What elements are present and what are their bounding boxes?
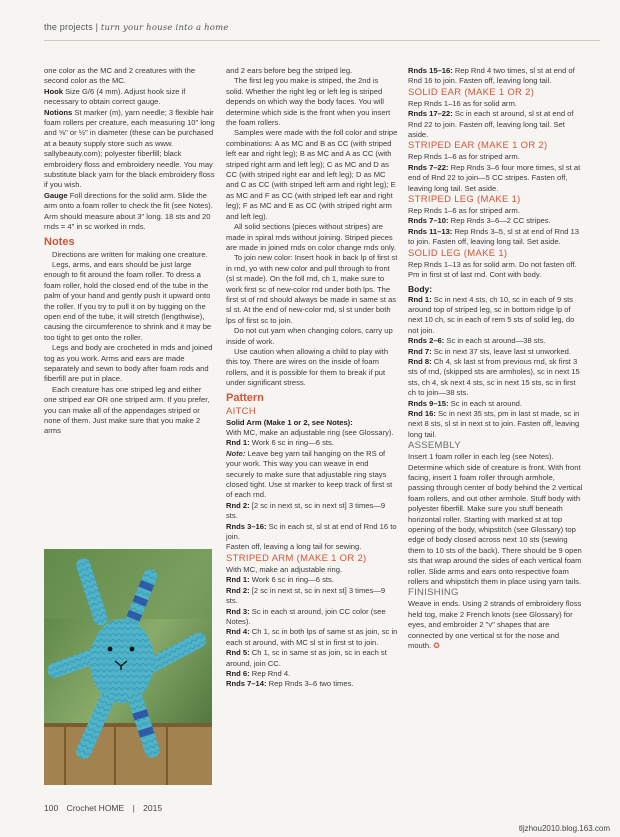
round-text: Sc in next 4 sts, ch 10, sc in each of 9 sts around top of striped leg, sc in bottom ridge lp of next 10 ch, sc in each of rem 5 sts of solid leg, do not join. bbox=[408, 294, 575, 335]
page-number: 100 bbox=[44, 803, 59, 813]
round-text: Sc in each st around, sl st at end of Rnd 22 to join. Fasten off, leaving long tail. Set aside. bbox=[408, 109, 574, 140]
round-label: Rnd 1: bbox=[226, 438, 250, 448]
round-text: Rep Rnds 3–6—2 CC stripes. bbox=[450, 216, 551, 226]
notes-paragraph: Samples were made with the foll color and stripe combinations: A as MC and B as CC (with striped left ear and right leg); B as MC and A as CC (with striped right arm and left leg); C as MC and D as CC (with striped right ear and left leg); D as MC and C as CC (with striped left arm and right leg); E as MC and F as CC (with striped left ear and right leg); F as MC and E as CC (with striped right arm and left leg). bbox=[226, 128, 398, 221]
round-text: [2 sc in next st, sc in next st] 3 times—9 sts. bbox=[226, 500, 386, 521]
notes-paragraph: Legs, arms, and ears should be just large enough to fit around the foam roller. To dress a foam roller, hold the closed end of the tube in the palm of your hand and gently push it upward onto the roller. If you try to pull it on by tugging on the open end of the tube, it will stretch (lengthwise), causing the circumference to shrink and it may be too tight to get onto the roller. bbox=[44, 259, 212, 342]
round-label: Rnds 3–16: bbox=[226, 521, 267, 531]
gauge-label: Gauge bbox=[44, 190, 68, 200]
round-text: Rep Rnd 4. bbox=[251, 668, 291, 678]
round-label: Rnds 11–13: bbox=[408, 226, 453, 236]
notes-paragraph: Use caution when allowing a child to play with this toy. There are wires on the inside of foam rollers, and it is possible for them to break if put under significant stress. bbox=[226, 346, 389, 388]
striped-arm-intro: With MC, make an adjustable ring. bbox=[226, 564, 343, 574]
striped-leg-heading: STRIPED LEG (MAKE 1) bbox=[408, 194, 521, 206]
striped-ear-heading: STRIPED EAR (MAKE 1 OR 2) bbox=[408, 140, 548, 152]
note-text: Leave beg yarn tail hanging on the RS of your work. This way you can weave in end securely to make sure that adjustable ring stays closed tight. Use st marker to keep track of first st of each rnd. bbox=[226, 448, 393, 500]
hook-text: Size G/6 (4 mm). Adjust hook size if necessary to obtain correct gauge. bbox=[44, 86, 186, 107]
round-text: Sc in next 37 sts, leave last st unworked. bbox=[433, 346, 571, 356]
round-text: Sc in each st, sl st at end of Rnd 16 to join. bbox=[226, 521, 397, 542]
round-text: Rep Rnds 1–16 as for solid arm. bbox=[408, 98, 517, 108]
hook-label: Hook bbox=[44, 86, 63, 96]
continued-text: and 2 ears before beg the striped leg. bbox=[226, 66, 353, 75]
round-text: Sc in each st around. bbox=[450, 398, 522, 408]
round-text: Rep Rnds 1–6 as for striped arm. bbox=[408, 206, 520, 216]
column-1 bbox=[44, 66, 216, 437]
solid-leg-heading: SOLID LEG (MAKE 1) bbox=[408, 247, 508, 259]
round-label: Rnd 5: bbox=[226, 648, 250, 658]
assembly-heading: ASSEMBLY bbox=[408, 440, 461, 452]
note-label: Note: bbox=[226, 448, 246, 458]
aitch-heading: AITCH bbox=[226, 405, 256, 417]
round-label: Rnds 9–15: bbox=[408, 398, 449, 408]
round-text: [2 sc in next st, sc in next st] 3 times—9 sts. bbox=[226, 585, 386, 606]
header-separator: | bbox=[95, 22, 99, 32]
crochet-creature-illustration bbox=[44, 549, 212, 785]
round-label: Rnd 4: bbox=[226, 627, 250, 637]
solid-ear-heading: SOLID EAR (MAKE 1 OR 2) bbox=[408, 86, 535, 98]
notions-text: St marker (m), yarn needle; 3 flexible hair foam rollers per creature, each measuring 10" long and ⅝" or ½" in diameter (these can be purchased at a beauty supply store such as www. sallybeauty.com); polyester fiberfill; black embroidery floss and embroidery needle. You may substitute black yarn for the black embroidery floss if you wish. bbox=[44, 107, 215, 190]
round-text: Rep Rnds 3–6 two times. bbox=[268, 679, 354, 689]
round-label: Rnds 7–14: bbox=[226, 679, 267, 689]
striped-arm-heading: STRIPED ARM (MAKE 1 OR 2) bbox=[226, 552, 367, 564]
notes-paragraph: The first leg you make is striped, the 2nd is solid. Whether the right leg or left leg is striped depends on which way the body faces. You will determine which side is the front when you insert the foam rollers. bbox=[226, 76, 391, 128]
intro-text: one color as the MC and 2 creatures with the second color as the MC. bbox=[44, 66, 196, 86]
solid-arm-title: Solid Arm (Make 1 or 2, see Notes): bbox=[226, 417, 353, 427]
round-label: Rnds 7–22: bbox=[408, 162, 449, 172]
round-label: Rnd 2: bbox=[226, 500, 250, 510]
round-text: Rep Rnds 3–6 four more times, sl st at end of Rnd 22 to join—5 CC stripes. Fasten off, leaving long tail. Set aside. bbox=[408, 162, 581, 193]
round-label: Rnds 15–16: bbox=[408, 66, 453, 75]
round-label: Rnd 1: bbox=[408, 294, 432, 304]
end-mark-icon: ✪ bbox=[433, 641, 440, 651]
notes-paragraph: Legs and body are crocheted in rnds and joined tog as you work. Arms and ears are made separately and sewn to body after foam rods and fiberfill are put in place. bbox=[44, 343, 213, 384]
round-text: Work 6 sc in ring—6 sts. bbox=[251, 438, 334, 448]
round-label: Rnds 7–10: bbox=[408, 216, 449, 226]
header-tagline: turn your house into a home bbox=[100, 23, 229, 33]
round-text: Sc in each st around—38 sts. bbox=[446, 336, 546, 346]
assembly-text: Insert 1 foam roller in each leg (see Notes). Determine which side of creature is front. With front facing, insert 1 foam roller through armhole, passing through center of body behind the 2 vertical foam rollers, and out other armhole. Stuff body with polyester fiberfill. Make sure you stuff beneath horizontal roller. Starting with marked st at top opening of the body, whipstitch (see Glossary) top edge of body closed across next 10 sts (sewing them to 10 sts of the back). There should be 9 open sts that wrap around the sides of each vertical foam roller. Slide arms and ears onto respective foam rollers and whipstitch them in place using yarn tails. bbox=[408, 452, 583, 587]
round-text: Rep Rnds 1–6 as for striped arm. bbox=[408, 152, 520, 162]
notions-label: Notions bbox=[44, 107, 73, 117]
round-label: Rnd 3: bbox=[226, 606, 250, 616]
round-label: Rnd 2: bbox=[226, 585, 250, 595]
notes-paragraph: Each creature has one striped leg and either one striped ear OR one striped arm. If you prefer, you can make all of the appendages striped or none of them. Just make sure that you make 2 arms bbox=[44, 384, 210, 436]
round-label: Rnds 2–6: bbox=[408, 336, 445, 346]
solid-arm-intro: With MC, make an adjustable ring (see Glossary). bbox=[226, 428, 394, 437]
notes-paragraph: All solid sections (pieces without stripes) are made in spiral rnds without joining. Striped pieces are made in joined rnds on color change rnds only. bbox=[226, 222, 396, 252]
creature-eye bbox=[108, 647, 113, 652]
notes-paragraph: Directions are written for making one creature. bbox=[52, 249, 208, 259]
round-label: Rnd 6: bbox=[226, 668, 250, 678]
round-label: Rnd 8: bbox=[408, 356, 432, 366]
round-text: Ch 1, sc in both lps of same st as join, sc in each st around, with MC sl st in first st to join. bbox=[226, 627, 398, 647]
round-text: Rep Rnds 1–13 as for solid arm. Do not fasten off. Pm in first st of last rnd. Cont with body. bbox=[408, 259, 577, 280]
notes-heading: Notes bbox=[44, 235, 75, 248]
creature-eye bbox=[130, 647, 135, 652]
round-label: Rnd 1: bbox=[226, 575, 250, 585]
watermark: tljzhou2010.blog.163.com bbox=[518, 824, 610, 833]
column-2 bbox=[226, 66, 398, 690]
fasten-off-text: Fasten off, leaving a long tail for sewing. bbox=[226, 542, 362, 552]
magazine-name: Crochet HOME bbox=[66, 803, 125, 813]
body-heading: Body: bbox=[408, 283, 433, 294]
round-label: Rnd 7: bbox=[408, 346, 432, 356]
pattern-heading: Pattern bbox=[226, 391, 264, 404]
footer-separator: | bbox=[132, 803, 135, 813]
round-text: Work 6 sc in ring—6 sts. bbox=[251, 575, 334, 585]
issue-year: 2015 bbox=[143, 803, 163, 813]
header-divider bbox=[44, 40, 600, 41]
creature-photo bbox=[44, 549, 212, 785]
finishing-text: Weave in ends. Using 2 strands of embroidery floss held tog, make 2 French knots (see Glossary) for eyes, and embroider 2 "v" shapes that are connected by one vertical st for the nose and mouth. bbox=[408, 599, 582, 651]
column-3 bbox=[408, 66, 583, 652]
notes-paragraph: To join new color: Insert hook in back lp of first st in rnd, yo with new color and pull through to front (sl st made). On the foll rnd, ch 1, make sure to work first sc of new-color rnd under both lps. The first st of rnd should always be made in same st as sl st. At the end of new-color rnd, sl st under both lps of first sc to join. bbox=[226, 253, 398, 325]
round-text: Ch 1, sc in same st as join, sc in each st around, join CC. bbox=[226, 648, 387, 668]
round-text: Rep Rnds 3–5, sl st at end of Rnd 13 to join. Fasten off, leaving long tail. Set aside. bbox=[408, 226, 579, 247]
section-label: the projects bbox=[44, 22, 93, 32]
page-footer bbox=[44, 803, 168, 813]
gauge-text: Foll directions for the solid arm. Slide the arm onto a foam roller to check the fit (see Notes). Arm should measure about 3" long. 18 sts and 20 rnds = 4" in sc worked in rnds. bbox=[44, 190, 213, 232]
round-label: Rnd 16: bbox=[408, 408, 436, 418]
round-text: Sc in next 35 sts, pm in last st made, sc in next 8 sts, sl st in next st to join. Fasten off, leaving long tail. bbox=[408, 408, 580, 439]
notes-paragraph: Do not cut yarn when changing colors, carry up inside of work. bbox=[226, 326, 393, 346]
round-text: Ch 4, sk last st from previous rnd, sk first 3 sts of rnd, (skipped sts are armholes), sc in next 15 sts, ch 4, sk next 4 sts, sc in next 15 sts, sc in first ch to join—38 sts. bbox=[408, 356, 580, 398]
round-label: Rnds 17–22: bbox=[408, 109, 453, 119]
creature-body bbox=[90, 619, 154, 703]
round-text: Sc in each st around, join CC color (see Notes). bbox=[226, 606, 386, 626]
finishing-heading: FINISHING bbox=[408, 587, 459, 599]
running-header bbox=[44, 22, 229, 33]
round-text: Rep Rnd 4 two times, sl st at end of Rnd 16 to join. Fasten off, leaving long tail. bbox=[408, 66, 575, 86]
